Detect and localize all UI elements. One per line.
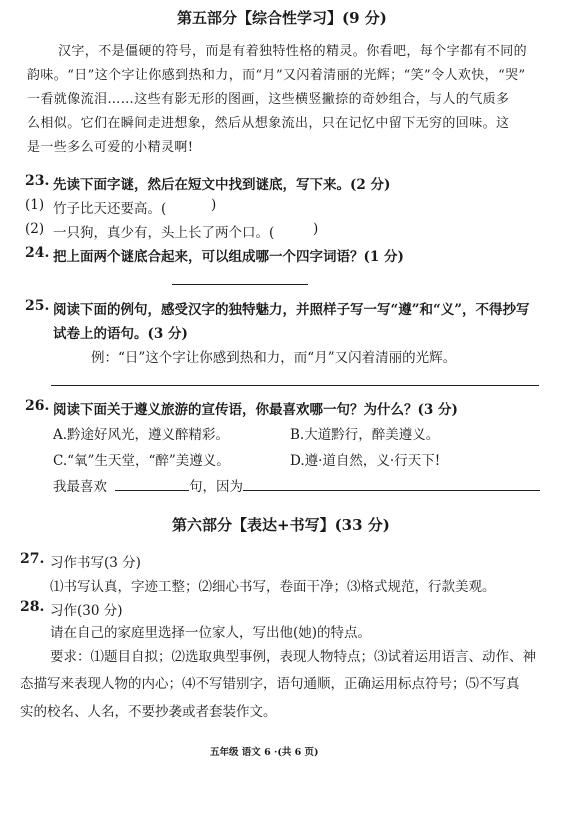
item-label: (1) [25, 197, 45, 213]
passage-line: 汉字，不是僵硬的符号，而是有着独特性格的精灵。你看吧，每个字都有不同的 [58, 44, 528, 59]
part6-heading: 第六部分【表达+书写】(33 分) [172, 516, 390, 534]
passage-line: 么相似。它们在瞬间走进想象，然后从想象流出，只在记忆中留下无穷的回味。这 [27, 116, 510, 131]
answer-line[interactable] [172, 284, 308, 285]
answer-line[interactable] [51, 385, 539, 386]
passage-line: 韵味。“日”这个字让你感到热和力，而“月”又闪着清丽的光辉；“笑”令人欢快，“哭” [27, 68, 526, 83]
question-number: 26. [25, 398, 50, 414]
option-d: D.遵·道自然，义·行天下! [290, 453, 441, 469]
passage-line: 一看就像流泪……这些有影无形的图画，这些横竖撇捺的奇妙组合，与人的气质多 [27, 92, 510, 107]
page-footer: 五年级 语文 6 ·(共 6 页) [210, 747, 319, 758]
example-sentence: 例：“日”这个字让你感到热和力，而“月”又闪着清丽的光辉。 [91, 350, 457, 366]
essay-prompt: 请在自己的家庭里选择一位家人，写出他(她)的特点。 [50, 625, 372, 641]
question-detail: ⑴书写认真，字迹工整；⑵细心书写，卷面干净；⑶格式规范，行款美观。 [50, 579, 496, 595]
option-c: C.“氧”生天堂，“醉”美遵义。 [53, 453, 230, 469]
essay-requirements: 实的校名、人名，不要抄袭或者套装作文。 [20, 704, 277, 720]
essay-requirements: 要求：⑴题目自拟；⑵选取典型事例，表现人物特点；⑶试着运用语言、动作、神 [50, 649, 536, 665]
riddle-close: ) [211, 197, 217, 213]
answer-blank-choice[interactable] [115, 490, 189, 491]
riddle-text: 一只狗，真少有，头上长了两个口。( [53, 225, 275, 241]
question-text: 把上面两个谜底合起来，可以组成哪一个四字词语？(1 分) [53, 249, 404, 265]
question-number: 24. [25, 245, 50, 261]
question-text: 习作书写(3 分) [50, 555, 141, 571]
question-text: 习作(30 分) [50, 603, 123, 619]
riddle-close: ) [313, 221, 319, 237]
question-number: 23. [25, 173, 50, 189]
question-text: 阅读下面关于遵义旅游的宣传语，你最喜欢哪一句？为什么？(3 分) [53, 402, 458, 418]
passage-line: 是一些多么可爱的小精灵啊! [27, 140, 194, 155]
question-number: 28. [20, 599, 45, 615]
part5-heading: 第五部分【综合性学习】(9 分) [177, 9, 387, 27]
riddle-text: 竹子比天还要高。( [53, 201, 167, 217]
question-text: 先读下面字谜，然后在短文中找到谜底，写下来。(2 分) [53, 177, 391, 193]
question-number: 25. [25, 298, 50, 314]
answer-blank-reason[interactable] [243, 490, 540, 491]
question-number: 27. [20, 551, 45, 567]
option-a: A.黔途好风光，遵义醉精彩。 [53, 427, 230, 443]
item-label: (2) [25, 221, 45, 237]
question-text: 阅读下面的例句，感受汉字的独特魅力，并照样子写一写“遵”和“义”，不得抄写 [53, 302, 530, 318]
answer-prefix: 我最喜欢 [53, 479, 107, 495]
essay-requirements: 态描写来表现人物的内心；⑷不写错别字，语句通顺，正确运用标点符号；⑸不写真 [20, 676, 520, 692]
question-text: 试卷上的语句。(3 分) [53, 326, 188, 342]
option-b: B.大道黔行，醉美遵义。 [290, 427, 440, 443]
answer-mid: 句，因为 [189, 479, 243, 495]
